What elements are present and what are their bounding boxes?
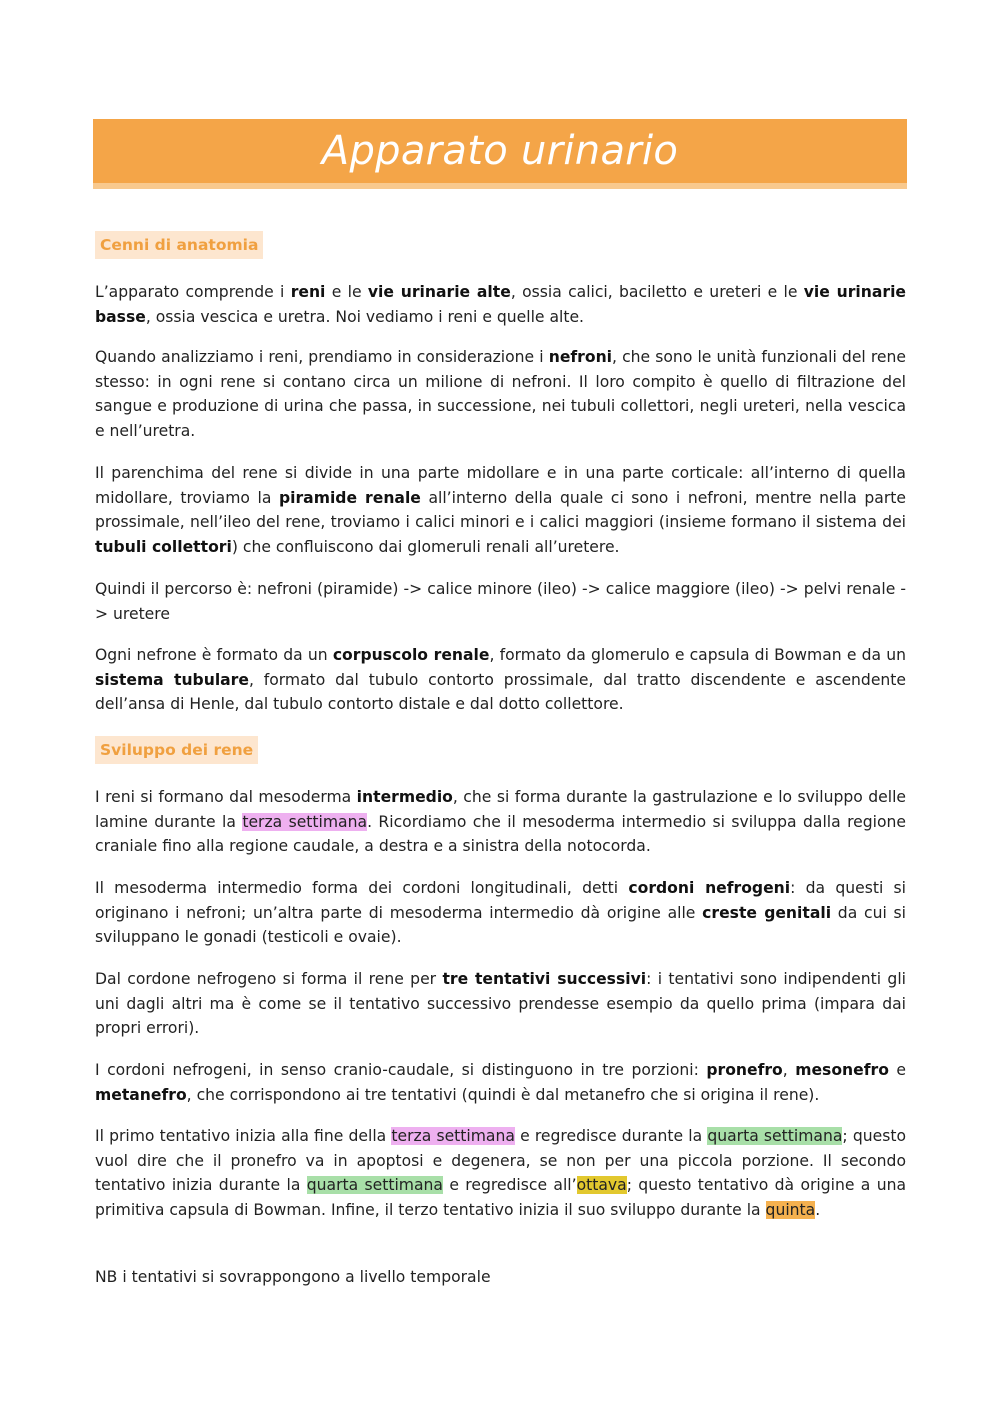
bold-term: pronefro	[706, 1061, 783, 1079]
bold-term: cordoni nefrogeni	[628, 879, 791, 897]
text-run: ; questo vuol dire che il pronefro va in apoptosi e degenera, se non per una piccola porzione. Il secondo tentativo inizia durante la	[95, 1127, 906, 1195]
text-run: , ossia calici, baciletto e ureteri e le	[510, 283, 804, 301]
bold-term: reni	[290, 283, 326, 301]
text-run: Il parenchima del rene si divide in una parte midollare e in una parte corticale: all’interno di quella midollare, troviamo la	[95, 464, 906, 507]
text-run: , che sono le unità funzionali del rene stesso: in ogni rene si contano circa un milione di nefroni. Il loro compito è quello di filtrazione del sangue e produzione di urina che passa, in successione, nei tubuli collettori, negli ureteri, nella vescica e nell’uretra.	[95, 348, 906, 441]
text-run: Il primo tentativo inizia alla fine della	[95, 1127, 392, 1145]
text-run: , che corrispondono ai tre tentativi (quindi è dal metanefro che si origina il rene).	[186, 1085, 820, 1104]
page-title: Apparato urinario	[321, 128, 679, 174]
text-run: , che si forma durante la gastrulazione e lo sviluppo delle lamine durante la	[95, 788, 906, 831]
paragraph-1	[95, 280, 906, 329]
text-run: I cordoni nefrogeni, in senso cranio-caudale, si distinguono in tre porzioni:	[95, 1061, 707, 1079]
bold-term: nefroni	[548, 348, 613, 366]
text-run: , ossia vescica e uretra. Noi vediamo i reni e quelle alte.	[145, 307, 585, 326]
text-run: . Ricordiamo che il mesoderma intermedio si sviluppa dalla regione craniale fino alla regione caudale, a destra e a sinistra della notocorda.	[95, 812, 906, 856]
highlight-green: quarta settimana	[306, 1176, 443, 1195]
text-run: da cui si sviluppano le gonadi (testicoli e ovaie).	[95, 903, 906, 947]
paragraph-3	[95, 461, 906, 560]
text-run: e	[888, 1061, 906, 1079]
text-run: all’interno della quale ci sono i nefroni, mentre nella parte prossimale, nell’ileo del rene, troviamo i calici minori e i calici maggiori (insieme formano il sistema dei	[95, 488, 906, 532]
bold-term: vie urinarie basse	[95, 283, 907, 326]
bold-term: creste genitali	[702, 903, 832, 922]
paragraph-11	[95, 1265, 906, 1290]
paragraph-2	[95, 345, 906, 444]
text-run: : i tentativi sono indipendenti gli uni dagli altri ma è come se il tentativo successivo prendesse esempio da quello prima (impara dai propri errori).	[95, 970, 906, 1038]
bold-term: corpuscolo renale	[332, 646, 490, 664]
paragraph-10	[95, 1124, 906, 1223]
bold-term: tubuli collettori	[95, 538, 232, 557]
text-run: e le	[325, 283, 368, 301]
bold-term: intermedio	[356, 788, 453, 806]
paragraph-9	[95, 1058, 906, 1107]
text-run: Ogni nefrone è formato da un	[95, 646, 333, 664]
text-run: NB i tentativi si sovrappongono a livello temporale	[95, 1268, 491, 1286]
text-run: I reni si formano dal mesoderma	[95, 788, 357, 806]
title-bar	[93, 119, 907, 189]
highlight-yellow: ottava	[576, 1176, 627, 1195]
bold-term: sistema tubulare	[95, 670, 249, 689]
highlight-pink: terza settimana	[391, 1127, 515, 1145]
paragraph-8	[95, 967, 906, 1041]
text-run: Dal cordone nefrogeno si forma il rene per	[95, 970, 443, 988]
text-run: , formato dal tubulo contorto prossimale, dal tratto discendente e ascendente dell’ansa di Henle, dal tubulo contorto distale e dal dotto collettore.	[95, 670, 907, 714]
paragraph-4	[95, 577, 906, 626]
text-run: Quando analizziamo i reni, prendiamo in considerazione i	[95, 348, 549, 366]
text-run: , formato da glomerulo e capsula di Bowman e da un	[489, 646, 906, 664]
bold-term: metanefro	[95, 1085, 187, 1104]
highlight-orange: quinta	[765, 1201, 816, 1220]
text-run: Il mesoderma intermedio forma dei cordoni longitudinali, detti	[95, 879, 629, 897]
text-run: e regredisce durante la	[514, 1127, 708, 1145]
paragraph-5	[95, 643, 906, 717]
text-run: ; questo tentativo dà origine a una primitiva capsula di Bowman. Infine, il terzo tentativo inizia il suo sviluppo durante la	[95, 1176, 907, 1220]
highlight-pink: terza settimana	[242, 812, 368, 831]
highlight-green: quarta settimana	[707, 1127, 843, 1145]
text-run: ,	[782, 1061, 796, 1079]
paragraph-7	[95, 876, 906, 950]
text-run: : da questi si originano i nefroni; un’altra parte di mesoderma intermedio dà origine alle	[95, 879, 906, 922]
bold-term: tre tentativi successivi	[442, 970, 647, 988]
text-run: Quindi il percorso è: nefroni (piramide) -> calice minore (ileo) -> calice maggiore (ileo) -> pelvi renale -> uretere	[95, 580, 906, 623]
section-heading-development: Sviluppo dei rene	[95, 736, 258, 764]
bold-term: mesonefro	[795, 1061, 889, 1079]
text-run: .	[815, 1201, 821, 1220]
text-run: L’apparato comprende i	[95, 283, 291, 301]
bold-term: vie urinarie alte	[367, 283, 511, 301]
text-run: ) che confluiscono dai glomeruli renali all’uretere.	[231, 538, 620, 557]
bold-term: piramide renale	[278, 488, 421, 507]
text-run: e regredisce all’	[443, 1176, 577, 1195]
paragraph-6	[95, 785, 906, 859]
section-heading-anatomy: Cenni di anatomia	[95, 231, 263, 259]
